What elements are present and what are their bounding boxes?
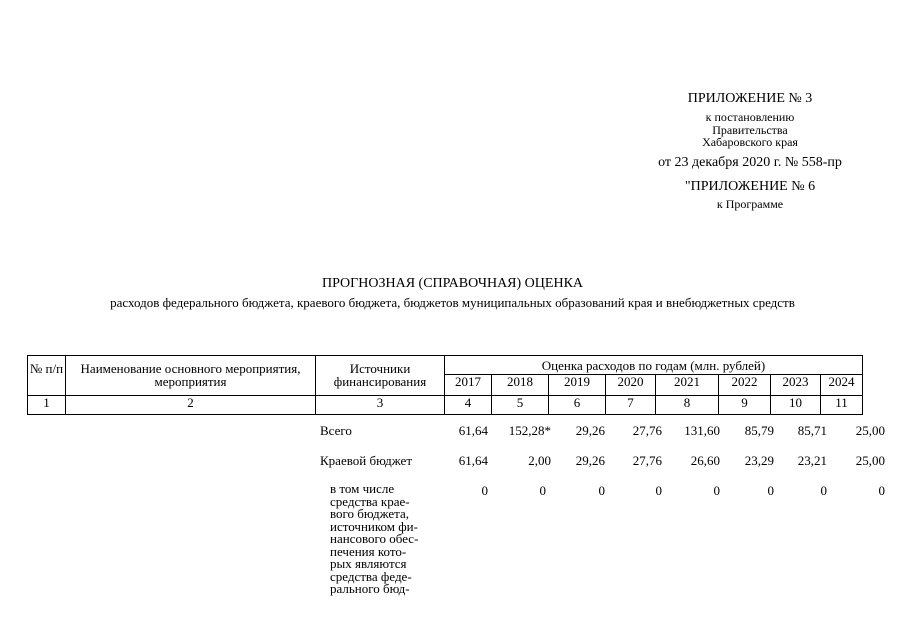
appendix6-subtitle: к Программе xyxy=(716,197,784,211)
column-number: 3 xyxy=(316,396,445,415)
table-cell: 61,64 xyxy=(458,423,488,438)
source-label: Всего xyxy=(320,423,352,438)
label-line: средства феде- xyxy=(330,568,412,584)
appendix3-line: Правительства xyxy=(712,122,788,137)
year-header: 2020 xyxy=(606,375,656,396)
column-number: 1 xyxy=(28,396,66,415)
table-cell: 85,79 xyxy=(744,423,774,438)
table-cell: 0 xyxy=(820,483,827,498)
label-line: в том числе xyxy=(330,481,395,496)
appendix6-title: "ПРИЛОЖЕНИЕ № 6 xyxy=(684,179,816,194)
year-header: 2017 xyxy=(445,375,492,396)
estimate-table xyxy=(27,355,863,415)
year-header: 2019 xyxy=(549,375,606,396)
column-number: 5 xyxy=(492,396,549,415)
appendix3-lines xyxy=(640,111,860,149)
table-cell: 25,00 xyxy=(855,453,885,468)
header-name: Наименование основного мероприятия, мероприятия xyxy=(66,356,316,396)
column-number: 2 xyxy=(66,396,316,415)
column-number: 6 xyxy=(549,396,606,415)
column-number: 7 xyxy=(606,396,656,415)
table-cell: 29,26 xyxy=(575,423,605,438)
table-cell: 0 xyxy=(655,483,662,498)
label-line: печения кото- xyxy=(330,543,407,559)
year-header: 2023 xyxy=(771,375,821,396)
table-cell: 61,64 xyxy=(458,453,488,468)
table-cell: 0 xyxy=(713,483,720,498)
label-line: вого бюджета, xyxy=(330,506,410,521)
source-label-multiline xyxy=(330,483,440,596)
table-cell: 131,60 xyxy=(684,423,720,438)
table-cell: 0 xyxy=(767,483,774,498)
column-number: 8 xyxy=(656,396,719,415)
table-cell: 0 xyxy=(481,483,488,498)
table-cell: 0 xyxy=(539,483,546,498)
label-line: нансового обес- xyxy=(330,531,419,546)
year-header: 2024 xyxy=(821,375,863,396)
column-number: 9 xyxy=(719,396,771,415)
table-cell: 27,76 xyxy=(632,423,662,438)
label-line: рального бюд- xyxy=(330,581,410,596)
document-subtitle: расходов федерального бюджета, краевого бюджета, бюджетов муниципальных образований края и внебюджетных средств xyxy=(110,295,795,310)
header-number: № п/п xyxy=(28,356,66,396)
header-source: Источники финансирования xyxy=(316,356,445,396)
table-cell: 152,28* xyxy=(508,423,551,438)
appendix3-line: к постановлению xyxy=(705,110,795,124)
header-estimate: Оценка расходов по годам (млн. рублей) xyxy=(445,356,863,375)
appendix3-title: ПРИЛОЖЕНИЕ № 3 xyxy=(687,91,813,106)
appendix3-date: от 23 декабря 2020 г. № 558-пр xyxy=(658,155,842,170)
label-line: средства крае- xyxy=(330,493,410,509)
table-cell: 0 xyxy=(598,483,605,498)
appendix3-line: Хабаровского края xyxy=(702,135,798,149)
label-line: рых являются xyxy=(330,556,407,571)
table-cell: 25,00 xyxy=(855,423,885,438)
table-cell: 23,21 xyxy=(797,453,827,468)
year-header: 2021 xyxy=(656,375,719,396)
label-line: источником фи- xyxy=(330,518,418,534)
document-title: ПРОГНОЗНАЯ (СПРАВОЧНАЯ) ОЦЕНКА xyxy=(321,276,584,291)
year-header: 2018 xyxy=(492,375,549,396)
table-cell: 85,71 xyxy=(797,423,827,438)
table-cell: 0 xyxy=(878,483,885,498)
column-number: 4 xyxy=(445,396,492,415)
table-cell: 29,26 xyxy=(575,453,605,468)
table-cell: 2,00 xyxy=(528,453,551,468)
column-number: 11 xyxy=(821,396,863,415)
source-label: Краевой бюджет xyxy=(320,453,413,468)
column-number: 10 xyxy=(771,396,821,415)
year-header: 2022 xyxy=(719,375,771,396)
table-cell: 23,29 xyxy=(744,453,774,468)
table-cell: 26,60 xyxy=(690,453,720,468)
table-cell: 27,76 xyxy=(632,453,662,468)
